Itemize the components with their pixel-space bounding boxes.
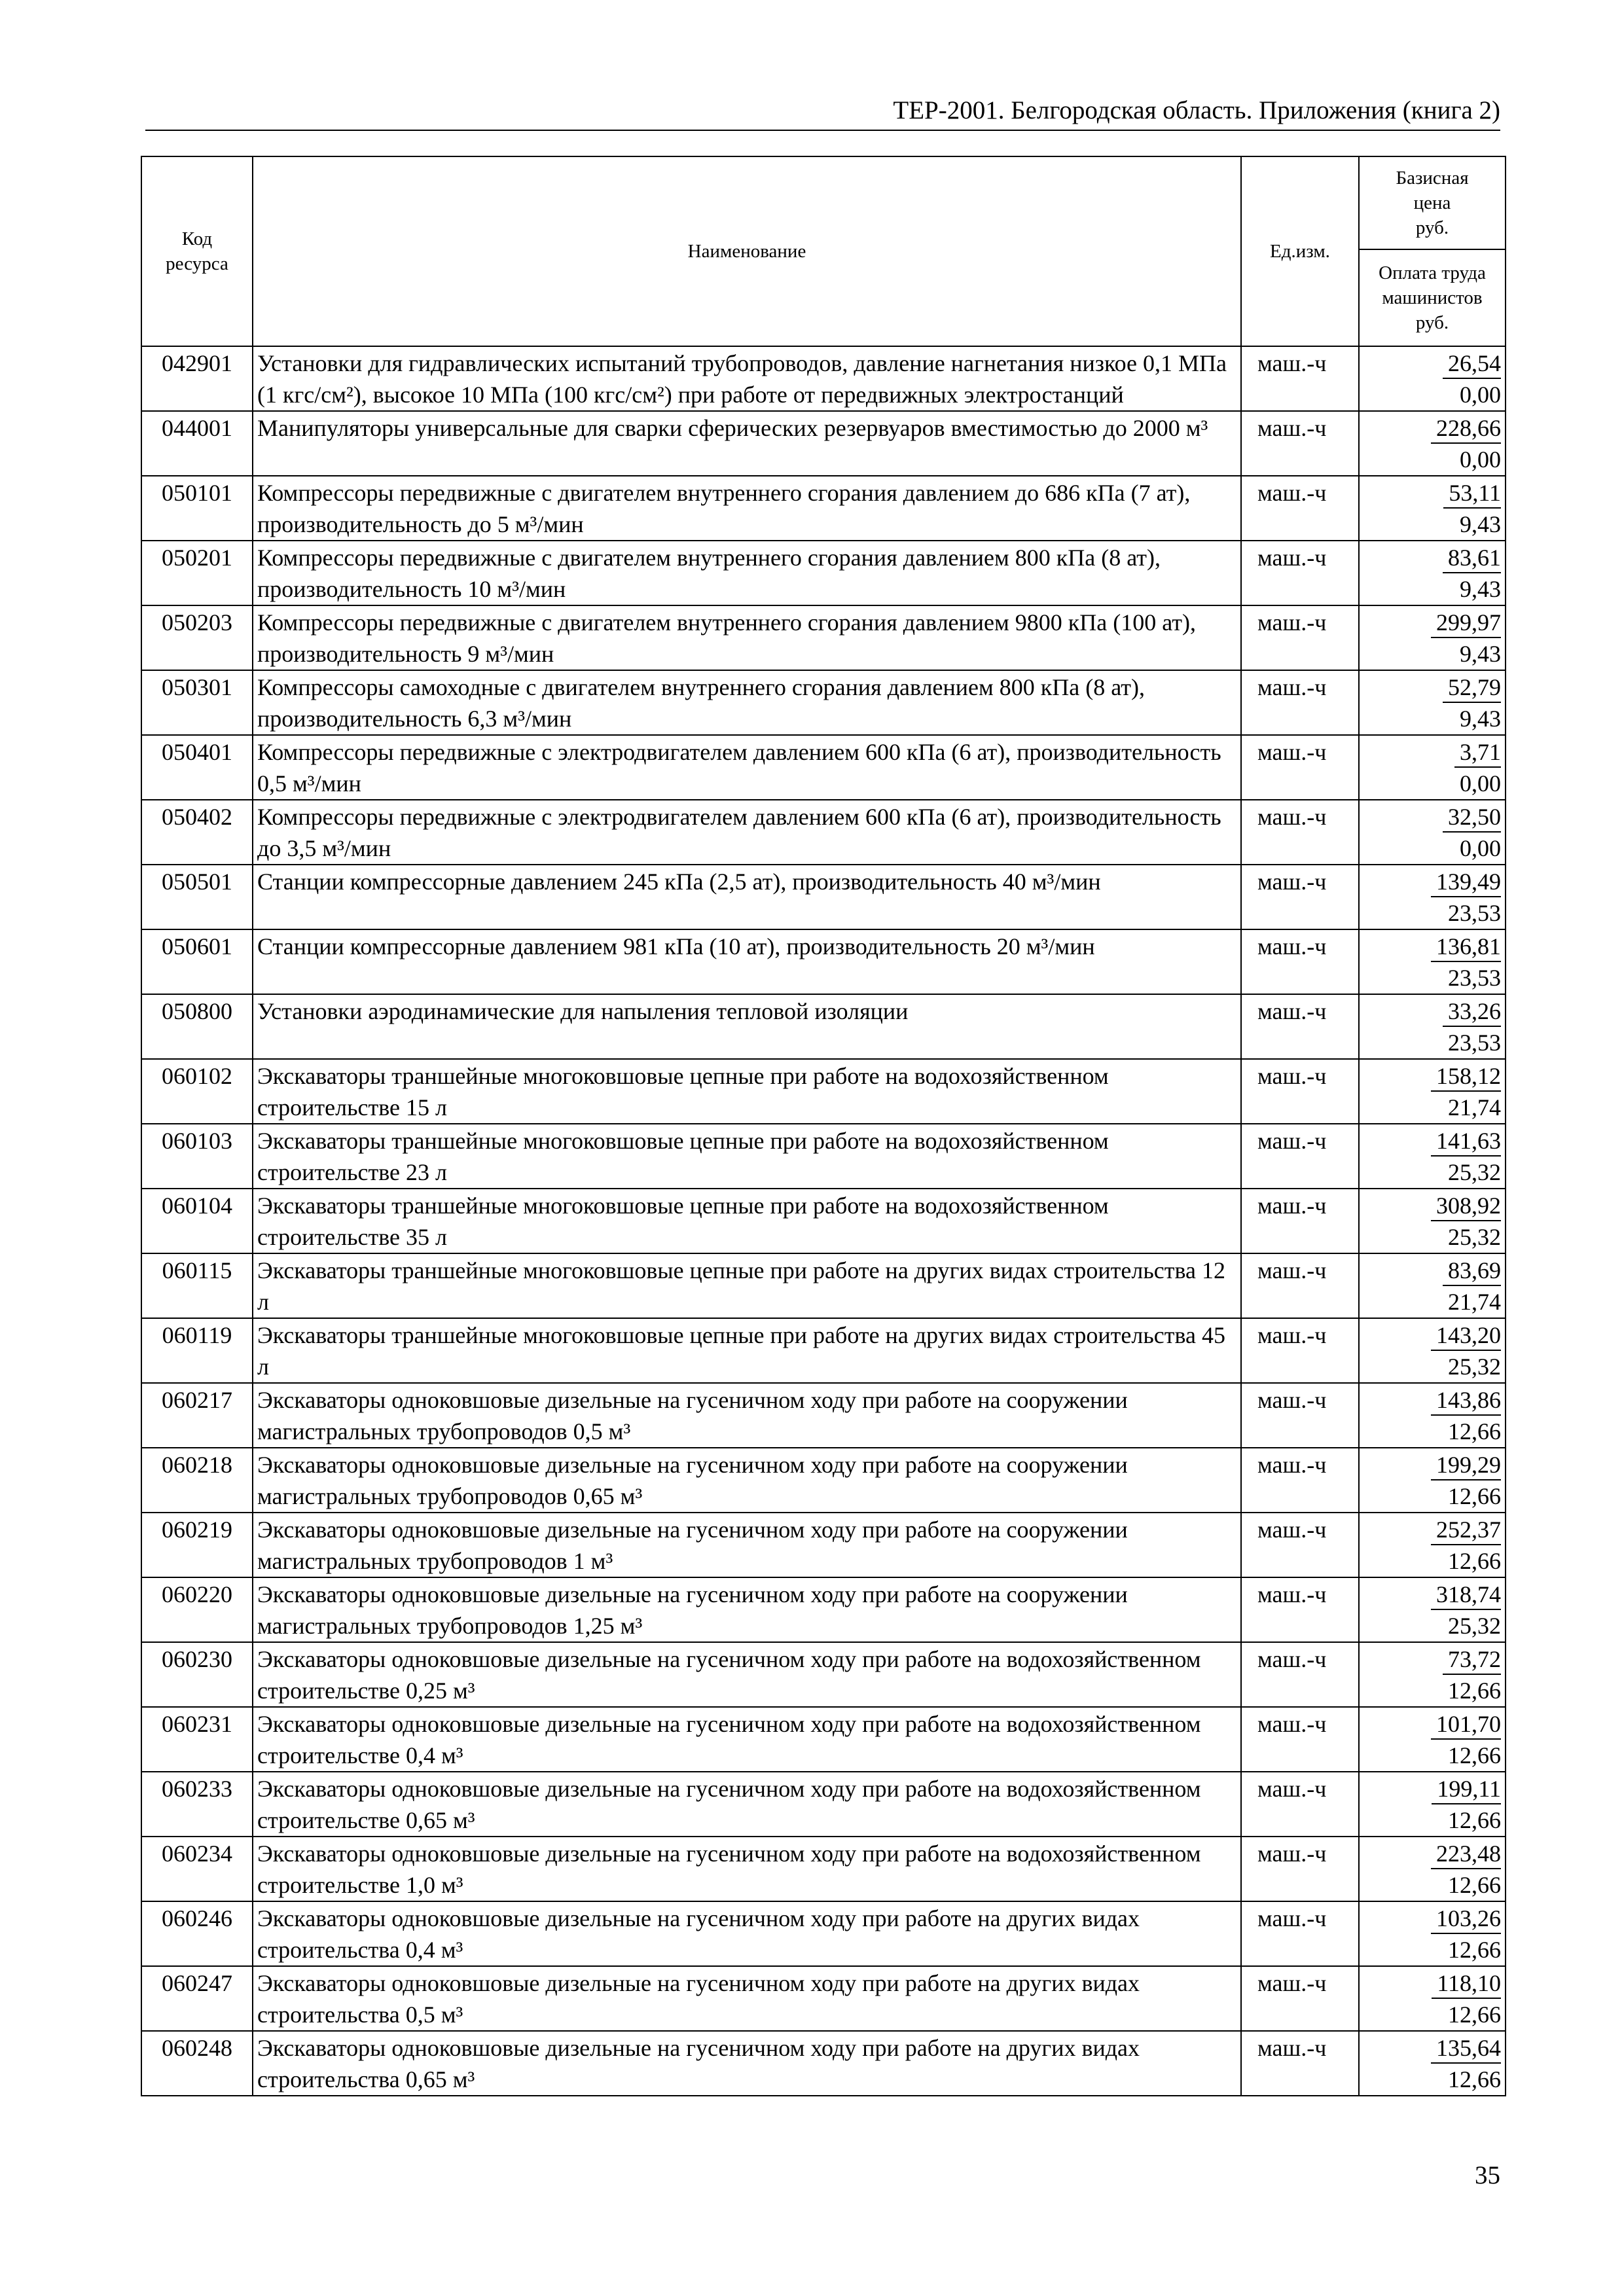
resource-name: Экскаваторы одноковшовые дизельные на гусеничном ходу при работе на водохозяйственном строительстве 0,4 м³ bbox=[253, 1707, 1241, 1772]
base-price: 143,20 bbox=[1431, 1321, 1501, 1351]
table-row bbox=[141, 1448, 1506, 1513]
table-row bbox=[141, 605, 1506, 670]
operator-labor-cost: 9,43 bbox=[1460, 641, 1501, 667]
resource-name: Компрессоры передвижные с электродвигателем давлением 600 кПа (6 ат), производительность 0,5 м³/мин bbox=[253, 735, 1241, 800]
header-operator-labor: Оплата труда машинистов руб. bbox=[1359, 249, 1506, 346]
price-cell bbox=[1359, 1772, 1506, 1837]
resource-name: Установки для гидравлических испытаний трубопроводов, давление нагнетания низкое 0,1 МПа (1 кгс/см²), высокое 10 МПа (100 кгс/см²) при работе от передвижных электростанций bbox=[253, 346, 1241, 411]
resource-code: 050203 bbox=[141, 605, 253, 670]
resource-name: Экскаваторы одноковшовые дизельные на гусеничном ходу при работе на водохозяйственном строительстве 1,0 м³ bbox=[253, 1837, 1241, 1901]
base-price: 136,81 bbox=[1431, 932, 1501, 962]
resource-code: 050601 bbox=[141, 929, 253, 994]
operator-labor-cost: 0,00 bbox=[1460, 446, 1501, 473]
table-row bbox=[141, 1642, 1506, 1707]
resource-code: 060218 bbox=[141, 1448, 253, 1513]
resource-name: Установки аэродинамические для напыления тепловой изоляции bbox=[253, 994, 1241, 1059]
resource-code: 050402 bbox=[141, 800, 253, 865]
resource-code: 050800 bbox=[141, 994, 253, 1059]
resource-code: 060231 bbox=[141, 1707, 253, 1772]
table-row bbox=[141, 1318, 1506, 1383]
resource-code: 060103 bbox=[141, 1124, 253, 1189]
resource-code: 060247 bbox=[141, 1966, 253, 2031]
operator-labor-cost: 12,66 bbox=[1448, 1418, 1501, 1444]
base-price: 53,11 bbox=[1443, 478, 1501, 509]
operator-labor-cost: 9,43 bbox=[1460, 511, 1501, 537]
resource-code: 060102 bbox=[141, 1059, 253, 1124]
base-price: 143,86 bbox=[1431, 1386, 1501, 1416]
resource-name: Компрессоры передвижные с двигателем внутреннего сгорания давлением 9800 кПа (100 ат), производительность 9 м³/мин bbox=[253, 605, 1241, 670]
unit-of-measure: маш.-ч bbox=[1241, 1707, 1359, 1772]
operator-labor-cost: 25,32 bbox=[1448, 1354, 1501, 1380]
table-row bbox=[141, 1383, 1506, 1448]
table-row bbox=[141, 800, 1506, 865]
resource-name: Экскаваторы одноковшовые дизельные на гусеничном ходу при работе на водохозяйственном строительстве 0,25 м³ bbox=[253, 1642, 1241, 1707]
table-row bbox=[141, 2031, 1506, 2096]
table-row bbox=[141, 1707, 1506, 1772]
table-row bbox=[141, 1901, 1506, 1966]
price-cell bbox=[1359, 929, 1506, 994]
operator-labor-cost: 23,53 bbox=[1448, 1030, 1501, 1056]
resource-name: Компрессоры самоходные с двигателем внутреннего сгорания давлением 800 кПа (8 ат), производительность 6,3 м³/мин bbox=[253, 670, 1241, 735]
table-row bbox=[141, 1253, 1506, 1318]
table-row bbox=[141, 411, 1506, 476]
base-price: 118,10 bbox=[1432, 1969, 1501, 1999]
resource-name: Станции компрессорные давлением 981 кПа (10 ат), производительность 20 м³/мин bbox=[253, 929, 1241, 994]
unit-of-measure: маш.-ч bbox=[1241, 735, 1359, 800]
resource-code: 042901 bbox=[141, 346, 253, 411]
base-price: 252,37 bbox=[1431, 1515, 1501, 1545]
resource-name: Экскаваторы одноковшовые дизельные на гусеничном ходу при работе на сооружении магистральных трубопроводов 1,25 м³ bbox=[253, 1577, 1241, 1642]
resource-code: 050501 bbox=[141, 865, 253, 929]
price-cell bbox=[1359, 1966, 1506, 2031]
operator-labor-cost: 0,00 bbox=[1460, 835, 1501, 861]
table-row bbox=[141, 929, 1506, 994]
base-price: 73,72 bbox=[1443, 1645, 1501, 1675]
price-cell bbox=[1359, 800, 1506, 865]
unit-of-measure: маш.-ч bbox=[1241, 411, 1359, 476]
resource-name: Экскаваторы одноковшовые дизельные на гусеничном ходу при работе на сооружении магистральных трубопроводов 0,5 м³ bbox=[253, 1383, 1241, 1448]
table-row bbox=[141, 541, 1506, 605]
resource-code: 060220 bbox=[141, 1577, 253, 1642]
page-number: 35 bbox=[1475, 2161, 1500, 2189]
resource-code: 060233 bbox=[141, 1772, 253, 1837]
resource-name: Манипуляторы универсальные для сварки сферических резервуаров вместимостью до 2000 м³ bbox=[253, 411, 1241, 476]
price-cell bbox=[1359, 1448, 1506, 1513]
price-cell bbox=[1359, 541, 1506, 605]
base-price: 32,50 bbox=[1443, 802, 1501, 833]
resource-code: 060248 bbox=[141, 2031, 253, 2096]
table-row bbox=[141, 670, 1506, 735]
page-header-title: ТЕР-2001. Белгородская область. Приложения (книга 2) bbox=[893, 96, 1500, 124]
resource-code: 060246 bbox=[141, 1901, 253, 1966]
base-price: 299,97 bbox=[1431, 608, 1501, 638]
operator-labor-cost: 25,32 bbox=[1448, 1224, 1501, 1250]
base-price: 223,48 bbox=[1431, 1839, 1501, 1869]
resource-name: Экскаваторы одноковшовые дизельные на гусеничном ходу при работе на других видах строительства 0,5 м³ bbox=[253, 1966, 1241, 2031]
operator-labor-cost: 12,66 bbox=[1448, 1937, 1501, 1963]
operator-labor-cost: 12,66 bbox=[1448, 1548, 1501, 1574]
resource-name: Экскаваторы траншейные многоковшовые цепные при работе на других видах строительства 45 л bbox=[253, 1318, 1241, 1383]
table-row bbox=[141, 1837, 1506, 1901]
unit-of-measure: маш.-ч bbox=[1241, 1448, 1359, 1513]
price-cell bbox=[1359, 1513, 1506, 1577]
unit-of-measure: маш.-ч bbox=[1241, 2031, 1359, 2096]
header-name: Наименование bbox=[253, 156, 1241, 346]
unit-of-measure: маш.-ч bbox=[1241, 1837, 1359, 1901]
operator-labor-cost: 0,00 bbox=[1460, 382, 1501, 408]
base-price: 83,61 bbox=[1443, 543, 1501, 573]
unit-of-measure: маш.-ч bbox=[1241, 1253, 1359, 1318]
table-row bbox=[141, 1772, 1506, 1837]
resource-code: 060119 bbox=[141, 1318, 253, 1383]
operator-labor-cost: 9,43 bbox=[1460, 706, 1501, 732]
table-row bbox=[141, 1577, 1506, 1642]
unit-of-measure: маш.-ч bbox=[1241, 929, 1359, 994]
resource-name: Компрессоры передвижные с электродвигателем давлением 600 кПа (6 ат), производительность до 3,5 м³/мин bbox=[253, 800, 1241, 865]
price-cell bbox=[1359, 735, 1506, 800]
table-body bbox=[141, 346, 1506, 2096]
price-cell bbox=[1359, 1642, 1506, 1707]
price-cell bbox=[1359, 1837, 1506, 1901]
unit-of-measure: маш.-ч bbox=[1241, 476, 1359, 541]
base-price: 33,26 bbox=[1443, 997, 1501, 1027]
operator-labor-cost: 12,66 bbox=[1448, 1677, 1501, 1704]
price-cell bbox=[1359, 1383, 1506, 1448]
resource-name: Экскаваторы траншейные многоковшовые цепные при работе на других видах строительства 12 л bbox=[253, 1253, 1241, 1318]
base-price: 308,92 bbox=[1431, 1191, 1501, 1221]
unit-of-measure: маш.-ч bbox=[1241, 1772, 1359, 1837]
price-cell bbox=[1359, 1189, 1506, 1253]
base-price: 103,26 bbox=[1431, 1904, 1501, 1934]
price-cell bbox=[1359, 1124, 1506, 1189]
operator-labor-cost: 21,74 bbox=[1448, 1094, 1501, 1121]
unit-of-measure: маш.-ч bbox=[1241, 865, 1359, 929]
header-code: Код ресурса bbox=[141, 156, 253, 346]
header-rule bbox=[145, 130, 1500, 131]
table-header bbox=[141, 156, 1506, 346]
operator-labor-cost: 12,66 bbox=[1448, 1807, 1501, 1833]
table-row bbox=[141, 1059, 1506, 1124]
price-cell bbox=[1359, 1318, 1506, 1383]
unit-of-measure: маш.-ч bbox=[1241, 1577, 1359, 1642]
resource-name: Станции компрессорные давлением 245 кПа (2,5 ат), производительность 40 м³/мин bbox=[253, 865, 1241, 929]
unit-of-measure: маш.-ч bbox=[1241, 346, 1359, 411]
unit-of-measure: маш.-ч bbox=[1241, 1124, 1359, 1189]
operator-labor-cost: 12,66 bbox=[1448, 2001, 1501, 2028]
unit-of-measure: маш.-ч bbox=[1241, 1966, 1359, 2031]
table-row bbox=[141, 1513, 1506, 1577]
header-unit: Ед.изм. bbox=[1241, 156, 1359, 346]
base-price: 139,49 bbox=[1431, 867, 1501, 897]
price-cell bbox=[1359, 605, 1506, 670]
resource-name: Компрессоры передвижные с двигателем внутреннего сгорания давлением 800 кПа (8 ат), производительность 10 м³/мин bbox=[253, 541, 1241, 605]
price-cell bbox=[1359, 1059, 1506, 1124]
resource-code: 050301 bbox=[141, 670, 253, 735]
operator-labor-cost: 12,66 bbox=[1448, 1483, 1501, 1509]
resource-table bbox=[141, 156, 1506, 2096]
resource-name: Экскаваторы одноковшовые дизельные на гусеничном ходу при работе на сооружении магистральных трубопроводов 1 м³ bbox=[253, 1513, 1241, 1577]
base-price: 26,54 bbox=[1443, 349, 1501, 379]
base-price: 199,11 bbox=[1432, 1774, 1501, 1804]
base-price: 141,63 bbox=[1431, 1126, 1501, 1157]
resource-name: Экскаваторы одноковшовые дизельные на гусеничном ходу при работе на других видах строительства 0,4 м³ bbox=[253, 1901, 1241, 1966]
base-price: 199,29 bbox=[1431, 1450, 1501, 1480]
operator-labor-cost: 21,74 bbox=[1448, 1289, 1501, 1315]
unit-of-measure: маш.-ч bbox=[1241, 800, 1359, 865]
resource-name: Экскаваторы траншейные многоковшовые цепные при работе на водохозяйственном строительстве 35 л bbox=[253, 1189, 1241, 1253]
unit-of-measure: маш.-ч bbox=[1241, 605, 1359, 670]
table-row bbox=[141, 865, 1506, 929]
unit-of-measure: маш.-ч bbox=[1241, 1189, 1359, 1253]
base-price: 83,69 bbox=[1443, 1256, 1501, 1286]
price-cell bbox=[1359, 994, 1506, 1059]
operator-labor-cost: 12,66 bbox=[1448, 2066, 1501, 2092]
base-price: 135,64 bbox=[1431, 2034, 1501, 2064]
resource-name: Компрессоры передвижные с двигателем внутреннего сгорания давлением до 686 кПа (7 ат), производительность до 5 м³/мин bbox=[253, 476, 1241, 541]
table-row bbox=[141, 1966, 1506, 2031]
unit-of-measure: маш.-ч bbox=[1241, 1318, 1359, 1383]
price-cell bbox=[1359, 1901, 1506, 1966]
unit-of-measure: маш.-ч bbox=[1241, 1513, 1359, 1577]
unit-of-measure: маш.-ч bbox=[1241, 1642, 1359, 1707]
base-price: 3,71 bbox=[1454, 738, 1501, 768]
operator-labor-cost: 12,66 bbox=[1448, 1742, 1501, 1768]
resource-code: 060234 bbox=[141, 1837, 253, 1901]
table-row bbox=[141, 346, 1506, 411]
price-cell bbox=[1359, 1253, 1506, 1318]
resource-code: 050201 bbox=[141, 541, 253, 605]
price-cell bbox=[1359, 476, 1506, 541]
resource-name: Экскаваторы одноковшовые дизельные на гусеничном ходу при работе на сооружении магистральных трубопроводов 0,65 м³ bbox=[253, 1448, 1241, 1513]
operator-labor-cost: 23,53 bbox=[1448, 900, 1501, 926]
price-cell bbox=[1359, 1577, 1506, 1642]
base-price: 52,79 bbox=[1443, 673, 1501, 703]
resource-name: Экскаваторы траншейные многоковшовые цепные при работе на водохозяйственном строительстве 15 л bbox=[253, 1059, 1241, 1124]
resource-code: 060115 bbox=[141, 1253, 253, 1318]
operator-labor-cost: 0,00 bbox=[1460, 770, 1501, 797]
table-row bbox=[141, 994, 1506, 1059]
unit-of-measure: маш.-ч bbox=[1241, 994, 1359, 1059]
price-cell bbox=[1359, 411, 1506, 476]
resource-code: 044001 bbox=[141, 411, 253, 476]
operator-labor-cost: 9,43 bbox=[1460, 576, 1501, 602]
resource-code: 050101 bbox=[141, 476, 253, 541]
resource-code: 060219 bbox=[141, 1513, 253, 1577]
resource-name: Экскаваторы одноковшовые дизельные на гусеничном ходу при работе на других видах строительства 0,65 м³ bbox=[253, 2031, 1241, 2096]
table-row bbox=[141, 1124, 1506, 1189]
base-price: 228,66 bbox=[1431, 414, 1501, 444]
unit-of-measure: маш.-ч bbox=[1241, 670, 1359, 735]
price-cell bbox=[1359, 2031, 1506, 2096]
price-cell bbox=[1359, 1707, 1506, 1772]
unit-of-measure: маш.-ч bbox=[1241, 541, 1359, 605]
base-price: 158,12 bbox=[1431, 1062, 1501, 1092]
price-cell bbox=[1359, 865, 1506, 929]
price-cell bbox=[1359, 346, 1506, 411]
unit-of-measure: маш.-ч bbox=[1241, 1383, 1359, 1448]
resource-name: Экскаваторы одноковшовые дизельные на гусеничном ходу при работе на водохозяйственном строительстве 0,65 м³ bbox=[253, 1772, 1241, 1837]
table-row bbox=[141, 1189, 1506, 1253]
base-price: 101,70 bbox=[1431, 1710, 1501, 1740]
resource-code: 060104 bbox=[141, 1189, 253, 1253]
resource-code: 060230 bbox=[141, 1642, 253, 1707]
header-base-price: Базисная цена руб. bbox=[1359, 156, 1506, 249]
resource-code: 060217 bbox=[141, 1383, 253, 1448]
operator-labor-cost: 12,66 bbox=[1448, 1872, 1501, 1898]
operator-labor-cost: 25,32 bbox=[1448, 1613, 1501, 1639]
resource-name: Экскаваторы траншейные многоковшовые цепные при работе на водохозяйственном строительстве 23 л bbox=[253, 1124, 1241, 1189]
unit-of-measure: маш.-ч bbox=[1241, 1901, 1359, 1966]
base-price: 318,74 bbox=[1431, 1580, 1501, 1610]
table-row bbox=[141, 735, 1506, 800]
table-row bbox=[141, 476, 1506, 541]
operator-labor-cost: 23,53 bbox=[1448, 965, 1501, 991]
operator-labor-cost: 25,32 bbox=[1448, 1159, 1501, 1185]
unit-of-measure: маш.-ч bbox=[1241, 1059, 1359, 1124]
price-cell bbox=[1359, 670, 1506, 735]
resource-code: 050401 bbox=[141, 735, 253, 800]
